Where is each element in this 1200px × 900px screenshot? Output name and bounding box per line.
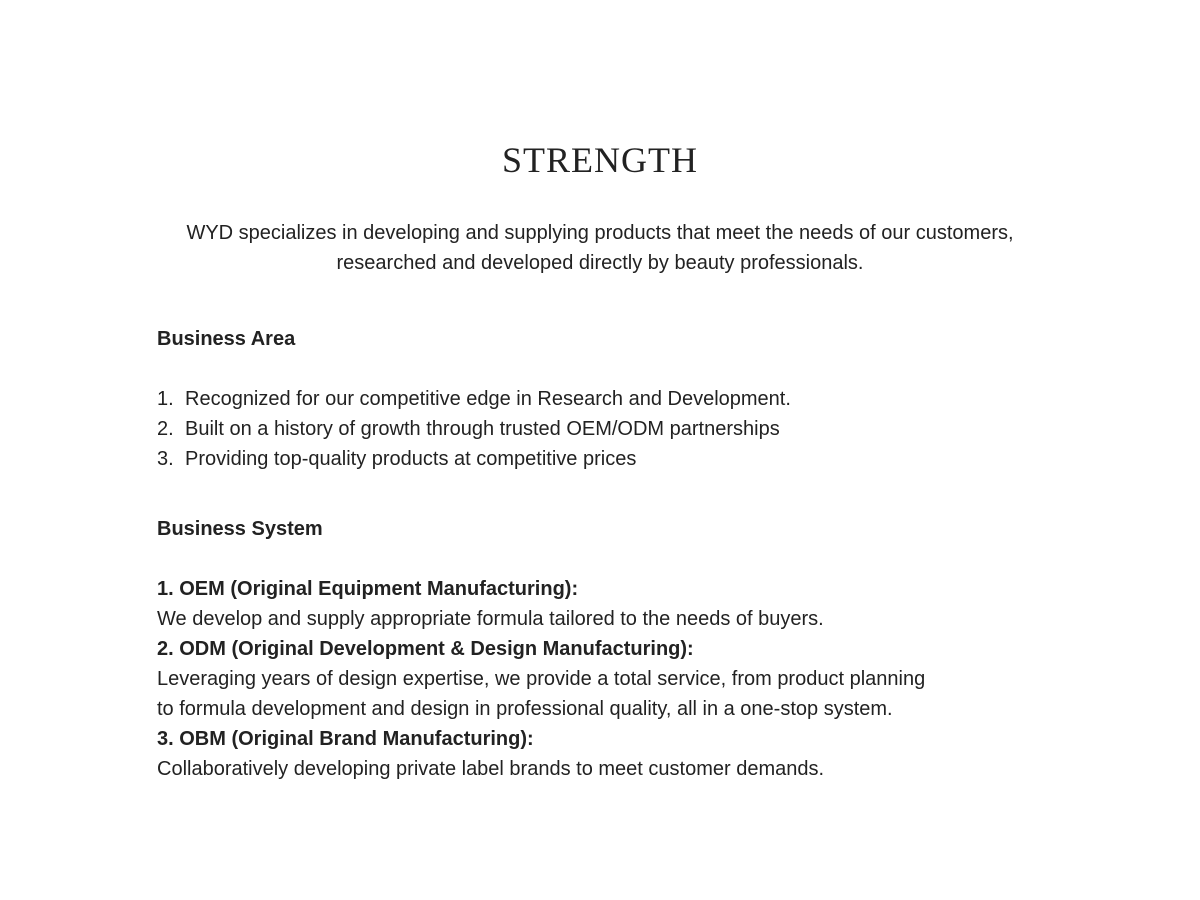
list-item <box>157 414 1057 444</box>
oem-title: 1. OEM (Original Equipment Manufacturing): <box>157 578 579 600</box>
list-item-text: Built on a history of growth through trusted OEM/ODM partnerships <box>185 418 780 440</box>
list-item-number: 2. <box>157 418 174 440</box>
odm-title: 2. ODM (Original Development & Design Manufacturing): <box>157 638 694 660</box>
page-title: STRENGTH <box>502 140 698 180</box>
list-item <box>157 444 1057 474</box>
intro-paragraph <box>150 218 1050 278</box>
obm-title: 3. OBM (Original Brand Manufacturing): <box>157 728 534 750</box>
business-area-heading: Business Area <box>157 328 296 350</box>
list-item <box>157 384 1057 414</box>
business-system-list <box>157 574 1057 784</box>
list-item-text: Recognized for our competitive edge in Research and Development. <box>185 388 791 410</box>
content-section <box>157 324 1057 784</box>
odm-description-line-2: to formula development and design in professional quality, all in a one-stop system. <box>157 698 893 720</box>
business-system-heading: Business System <box>157 518 323 540</box>
business-area-list <box>157 384 1057 474</box>
oem-description: We develop and supply appropriate formula tailored to the needs of buyers. <box>157 608 824 630</box>
list-item-text: Providing top-quality products at competitive prices <box>185 448 637 470</box>
list-item-number: 3. <box>157 448 174 470</box>
intro-line-1: WYD specializes in developing and supplying products that meet the needs of our customers, <box>186 222 1014 244</box>
odm-description-line-1: Leveraging years of design expertise, we provide a total service, from product planning <box>157 668 926 690</box>
intro-line-2: researched and developed directly by beauty professionals. <box>336 252 864 274</box>
list-item-number: 1. <box>157 388 174 410</box>
obm-description: Collaboratively developing private label brands to meet customer demands. <box>157 758 825 780</box>
